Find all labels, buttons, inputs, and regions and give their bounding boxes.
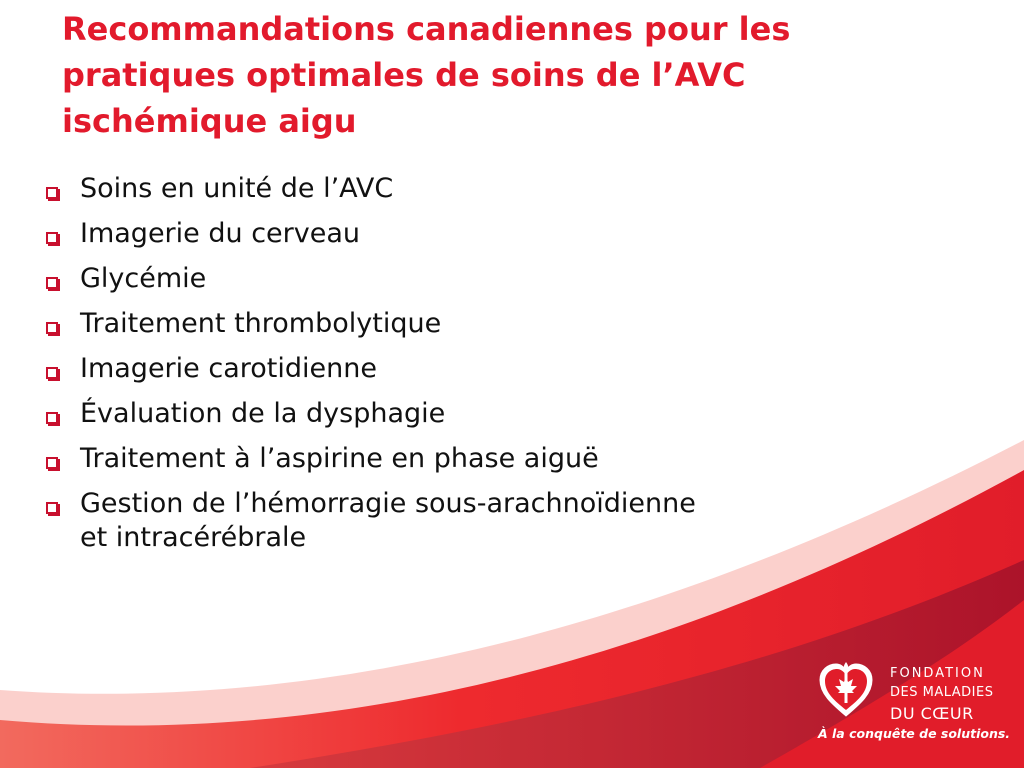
checkbox-bullet-icon (46, 232, 58, 244)
bullet-item (46, 487, 806, 555)
bullet-text: Traitement thrombolytique (80, 308, 442, 339)
bullet-item (46, 397, 806, 431)
checkbox-bullet-icon (46, 322, 58, 334)
bullet-text: Glycémie (80, 263, 207, 294)
checkbox-bullet-icon (46, 277, 58, 289)
heart-torch-maple-leaf-icon (816, 660, 876, 720)
org-name-line: DES MALADIES (890, 685, 994, 700)
bullet-text-continuation: et intracérébrale (80, 522, 307, 553)
checkbox-bullet-icon (46, 502, 58, 514)
bullet-item (46, 352, 806, 386)
bullet-item (46, 307, 806, 341)
bullet-list (46, 172, 806, 566)
checkbox-bullet-icon (46, 412, 58, 424)
slide-title (62, 6, 962, 144)
checkbox-bullet-icon (46, 187, 58, 199)
org-name-line: DU CŒUR (890, 704, 974, 723)
bullet-text: Gestion de l’hémorragie sous-arachnoïdienne (80, 488, 696, 519)
checkbox-bullet-icon (46, 367, 58, 379)
bullet-text: Évaluation de la dysphagie (80, 398, 446, 429)
title-line: ischémique aigu (62, 102, 357, 140)
bullet-item (46, 172, 806, 206)
bullet-text: Traitement à l’aspirine en phase aiguë (80, 443, 599, 474)
logo-tagline: À la conquête de solutions. (818, 726, 1011, 741)
bullet-item (46, 442, 806, 476)
bullet-item (46, 217, 806, 251)
bullet-item (46, 262, 806, 296)
title-line: pratiques optimales de soins de l’AVC (62, 56, 746, 94)
bullet-text: Imagerie carotidienne (80, 353, 377, 384)
org-name-line: FONDATION (890, 666, 985, 681)
checkbox-bullet-icon (46, 457, 58, 469)
title-line: Recommandations canadiennes pour les (62, 10, 791, 48)
bullet-text: Soins en unité de l’AVC (80, 173, 394, 204)
bullet-text: Imagerie du cerveau (80, 218, 360, 249)
heart-and-stroke-logo (812, 658, 1011, 752)
